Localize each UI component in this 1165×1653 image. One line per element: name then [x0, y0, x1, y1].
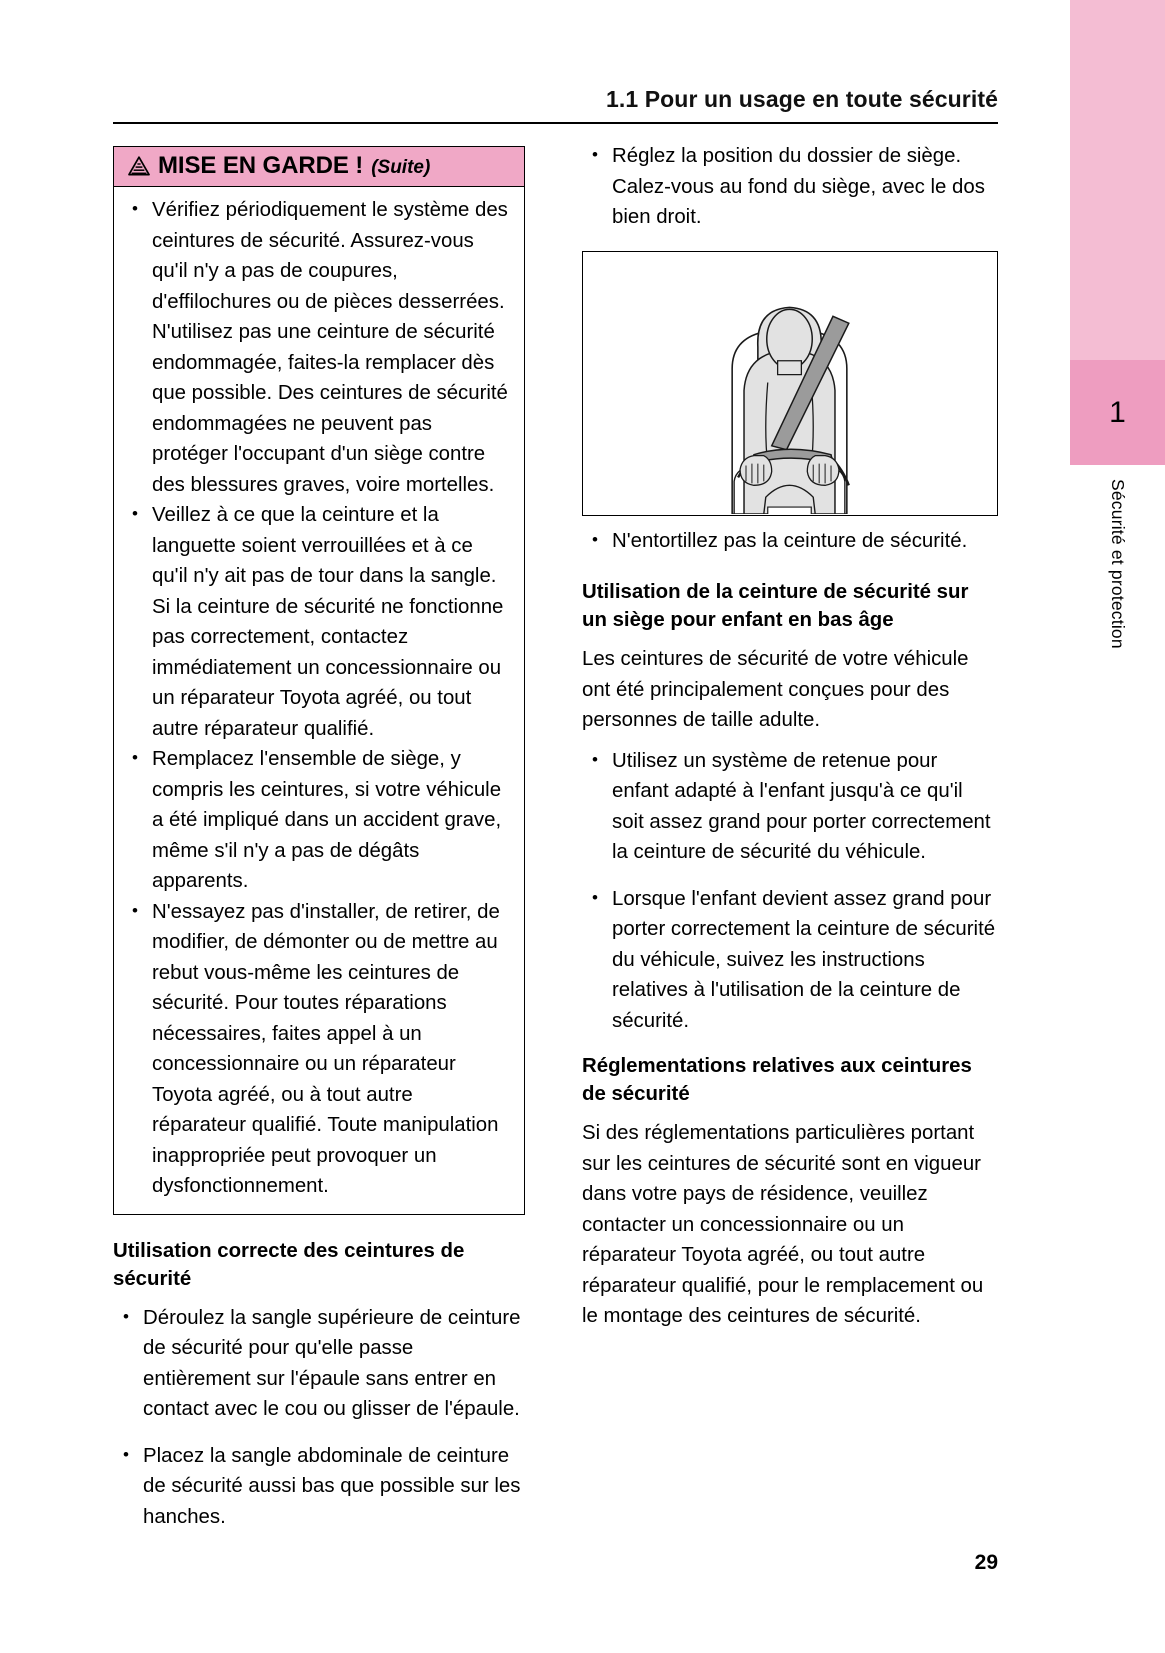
- chapter-label: Sécurité et protection: [1108, 479, 1128, 649]
- warning-box-header: [114, 147, 524, 187]
- child-seat-bullet-list: [582, 746, 998, 1037]
- warning-continued-label: (Suite): [371, 157, 431, 178]
- page-number: 29: [974, 1551, 998, 1574]
- list-item: • Utilisez un système de retenue pour enfant adapté à l'enfant jusqu'à ce qu'il soit assez grand pour porter correctement la ceinture de sécurité du véhicule.: [582, 746, 998, 868]
- warning-title: MISE EN GARDE !: [158, 152, 364, 179]
- seat-position-bullet-list: [582, 141, 998, 233]
- warning-triangle-icon: [128, 156, 150, 176]
- section-heading-regulations: Réglementations relatives aux ceintures de sécurité: [582, 1055, 972, 1105]
- left-column: [113, 146, 525, 1548]
- page-title: 1.1 Pour un usage en toute sécurité: [605, 86, 998, 112]
- correct-use-bullet-list: [113, 1303, 525, 1533]
- chapter-tab-top-block: [1070, 0, 1165, 360]
- list-item: • N'entortillez pas la ceinture de sécurité.: [582, 526, 998, 557]
- chapter-label-wrap: [1070, 465, 1165, 885]
- list-item: • Veillez à ce que la ceinture et la languette soient verrouillées et à ce qu'il n'y ait pas de tour dans la sangle. Si la ceinture de sécurité ne fonctionne pas correctement, contactez immédiatement un concessionnaire ou un réparateur Toyota agréé, ou tout autre réparateur qualifié.: [122, 500, 512, 744]
- warning-box-body: [114, 187, 524, 1214]
- chapter-tab-strip: [1070, 0, 1165, 1653]
- right-column: [582, 141, 998, 1336]
- list-item: • Remplacez l'ensemble de siège, y compris les ceintures, si votre véhicule a été impliqué dans un accident grave, même s'il n'y a pas de dégâts apparents.: [122, 744, 512, 897]
- header-divider: [113, 122, 998, 124]
- paragraph-regulations: Si des réglementations particulières portant sur les ceintures de sécurité sont en vigueur dans votre pays de résidence, veuillez contacter un concessionnaire ou un réparateur Toyota agréé, ou tout autre réparateur qualifié, pour le remplacement ou le montage des ceintures de sécurité.: [582, 1122, 984, 1327]
- chapter-number: 1: [1109, 395, 1126, 429]
- list-item: • Placez la sangle abdominale de ceinture de sécurité aussi bas que possible sur les hanches.: [113, 1441, 525, 1533]
- list-item: • Lorsque l'enfant devient assez grand pour porter correctement la ceinture de sécurité du véhicule, suivez les instructions relatives à l'utilisation de la ceinture de sécurité.: [582, 884, 998, 1037]
- no-twist-bullet-list: [582, 526, 998, 557]
- list-item: • Réglez la position du dossier de siège. Calez-vous au fond du siège, avec le dos bien droit.: [582, 141, 998, 233]
- chapter-tab-number-block: [1070, 360, 1165, 465]
- list-item: • Déroulez la sangle supérieure de ceinture de sécurité pour qu'elle passe entièrement sur l'épaule sans entrer en contact avec le cou ou glisser de l'épaule.: [113, 1303, 525, 1425]
- warning-box: [113, 146, 525, 1215]
- warning-bullet-list: [122, 195, 512, 1202]
- section-heading-child-seat: Utilisation de la ceinture de sécurité sur un siège pour enfant en bas âge: [582, 581, 969, 631]
- seated-occupant-with-seatbelt-illustration: [582, 251, 998, 516]
- list-item: • Vérifiez périodiquement le système des ceintures de sécurité. Assurez-vous qu'il n'y a pas de coupures, d'effilochures ou de pièces desserrées. N'utilisez pas une ceinture de sécurité endommagée, faites-la remplacer dès que possible. Des ceintures de sécurité endommagées ne peuvent pas protéger l'occupant d'un siège contre des blessures graves, voire mortelles.: [122, 195, 512, 500]
- page-header: [113, 86, 998, 113]
- list-item: • N'essayez pas d'installer, de retirer, de modifier, de démonter ou de mettre au rebut vous-même les ceintures de sécurité. Pour toutes réparations nécessaires, faites appel à un concessionnaire ou un réparateur Toyota agréé, ou à tout autre réparateur qualifié. Toute manipulation inappropriée peut provoquer un dysfonctionnement.: [122, 897, 512, 1202]
- paragraph-child-seat: Les ceintures de sécurité de votre véhicule ont été principalement conçues pour des personnes de taille adulte.: [582, 648, 969, 731]
- section-heading-correct-use: Utilisation correcte des ceintures de sécurité: [113, 1239, 465, 1290]
